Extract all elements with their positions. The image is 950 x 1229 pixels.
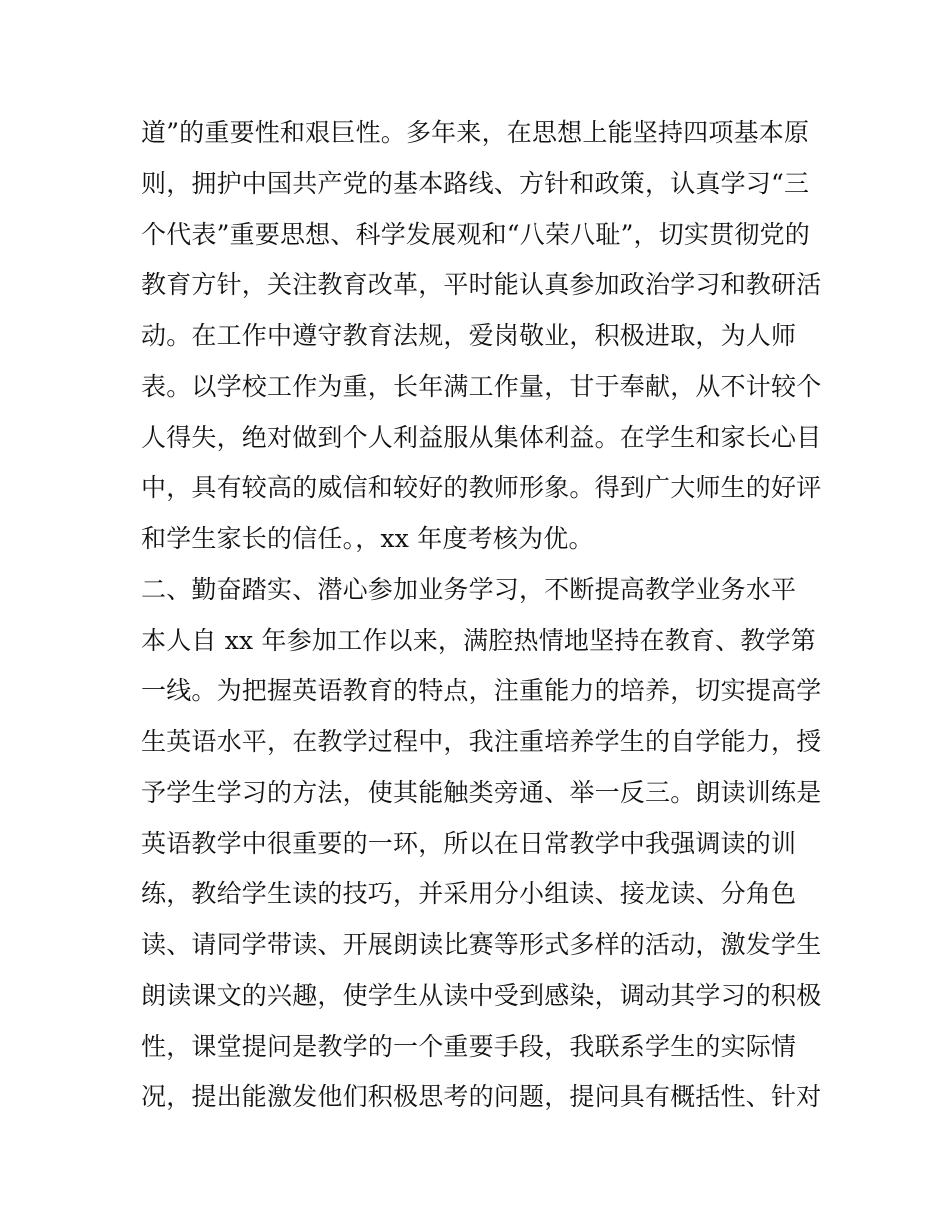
text-line: 一线。为把握英语教育的特点，注重能力的培养，切实提高学 bbox=[141, 676, 822, 706]
text-line: 个代表”重要思想、科学发展观和“八荣八耻”，切实贯彻党的 bbox=[141, 219, 810, 249]
text-line: 动。在工作中遵守教育法规，爱岗敬业，积极进取，为人师 bbox=[141, 321, 797, 350]
body-text bbox=[141, 108, 831, 1123]
text-line: 性，课堂提问是教学的一个重要手段，我联系学生的实际情 bbox=[141, 1031, 797, 1061]
text-line: 表。以学校工作为重，长年满工作量，甘于奉献，从不计较个 bbox=[141, 371, 822, 401]
section-heading: 二、勤奋踏实、潜心参加业务学习，不断提高教学业务水平 bbox=[141, 574, 797, 604]
text-line: 则，拥护中国共产党的基本路线、方针和政策，认真学习“三 bbox=[141, 168, 810, 198]
text-line: 中，具有较高的威信和较好的教师形象。得到广大师生的好评 bbox=[141, 473, 822, 503]
text-line: 予学生学习的方法，使其能触类旁通、举一反三。朗读训练是 bbox=[141, 777, 822, 807]
text-line: 练，教给学生读的技巧，并采用分小组读、接龙读、分角色 bbox=[141, 879, 797, 909]
text-line: 教育方针，关注教育改革，平时能认真参加政治学习和教研活 bbox=[141, 270, 822, 300]
text-line: 生英语水平，在教学过程中，我注重培养学生的自学能力，授 bbox=[141, 727, 822, 756]
text-line: 和学生家长的信任。，xx 年度考核为优。 bbox=[141, 524, 594, 553]
text-line: 道”的重要性和艰巨性。多年来，在思想上能坚持四项基本原 bbox=[141, 118, 810, 147]
text-line: 本人自 xx 年参加工作以来，满腔热情地坚持在教育、教学第 bbox=[141, 625, 816, 655]
text-line: 读、请同学带读、开展朗读比赛等形式多样的活动，激发学生 bbox=[141, 930, 822, 959]
text-line: 朗读课文的兴趣，使学生从读中受到感染，调动其学习的积极 bbox=[141, 980, 822, 1010]
text-line: 人得失，绝对做到个人利益服从集体利益。在学生和家长心目 bbox=[141, 422, 822, 452]
text-line: 英语教学中很重要的一环，所以在日常教学中我强调读的训 bbox=[141, 828, 797, 858]
text-line: 况，提出能激发他们积极思考的问题，提问具有概括性、针对 bbox=[141, 1082, 822, 1112]
